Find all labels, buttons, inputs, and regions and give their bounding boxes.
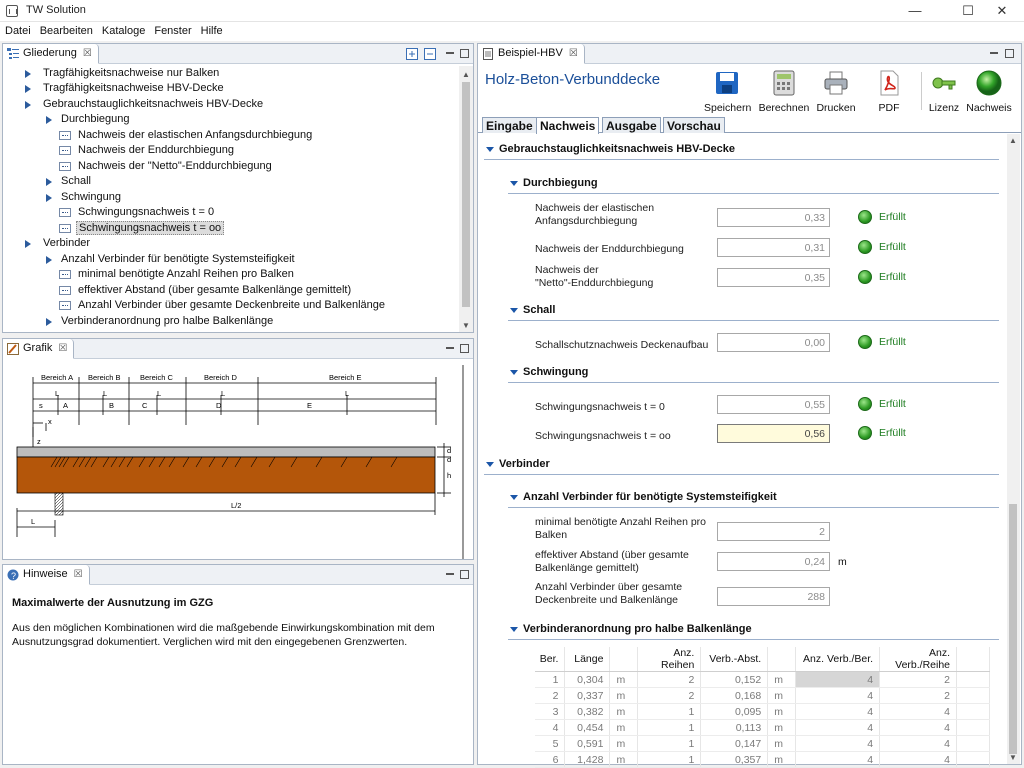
label-sc: C [142, 401, 148, 410]
unit-m: m [838, 556, 847, 568]
status-text: Erfüllt [879, 271, 906, 283]
editor-scrollbar[interactable]: ▲ ▼ [1007, 134, 1020, 764]
label-s: s [39, 401, 43, 410]
table-row[interactable]: 4 0,454 m 1 0,113 m 4 4 [535, 720, 990, 736]
minimize-button[interactable]: — [908, 3, 922, 18]
label-anzahl-verbinder: Anzahl Verbinder über gesamte Deckenbreite und Balkenlänge [535, 581, 683, 606]
label-le: L [345, 389, 350, 398]
section-schwingung[interactable]: Schwingung [523, 366, 589, 378]
close-tab-icon[interactable]: ☒ [73, 569, 83, 580]
minimize-view-icon[interactable] [444, 568, 456, 580]
tree-item[interactable]: Nachweis der "Netto"-Enddurchbiegung [59, 159, 272, 174]
column-header[interactable] [610, 647, 638, 672]
document-icon [482, 48, 494, 60]
pdf-export-button[interactable]: PDF [862, 70, 916, 126]
column-header[interactable]: Anz. Verb./Reihe [880, 647, 957, 672]
printer-icon [823, 70, 849, 96]
verbinderanordnung-table [535, 647, 990, 768]
section-verbinderanordnung[interactable]: Verbinderanordnung pro halbe Balkenlänge [523, 623, 752, 635]
value-schwingung-too[interactable]: 0,56 [717, 424, 830, 443]
tab-graphic[interactable] [3, 339, 74, 359]
minimize-view-icon[interactable] [444, 342, 456, 354]
save-icon [714, 70, 740, 96]
value-eff-abstand[interactable]: 0,24 [717, 552, 830, 571]
section-verbinder[interactable]: Verbinder [499, 458, 550, 470]
save-button[interactable]: Speichern [704, 70, 750, 114]
tree-item[interactable]: Verbinderanordnung pro halbe Balkenlänge [43, 314, 273, 329]
status-ok-icon [858, 270, 872, 284]
label-bereich-b: Bereich B [88, 373, 121, 382]
license-button[interactable]: Lizenz [927, 70, 961, 114]
tree-item[interactable]: Anzahl Verbinder für benötigte Systemsteifigkeit [43, 252, 295, 267]
maximize-view-icon[interactable] [460, 344, 469, 353]
calculate-button[interactable]: Berechnen [757, 70, 811, 114]
section-divider [508, 320, 999, 321]
section-divider [508, 382, 999, 383]
verification-button[interactable]: Nachweis [965, 70, 1013, 114]
editor-title: Holz-Beton-Verbunddecke [485, 71, 661, 88]
menu-kataloge[interactable]: Kataloge [101, 25, 146, 37]
menu-bearbeiten[interactable]: Bearbeiten [39, 25, 93, 37]
label-netto-enddurchbiegung: Nachweis der "Netto"-Enddurchbiegung [535, 264, 654, 289]
section-anzahl-verbinder[interactable]: Anzahl Verbinder für benötigte Systemsteifigkeit [523, 491, 777, 503]
minimize-view-icon[interactable] [444, 47, 456, 59]
section-divider [484, 474, 999, 475]
label-anfangsdurchbiegung: Nachweis der elastischen Anfangsdurchbiegung [535, 202, 655, 227]
graphic-tab-label: Grafik [23, 342, 53, 354]
label-l-half: L/2 [231, 501, 242, 510]
value-enddurchbiegung[interactable]: 0,31 [717, 238, 830, 257]
maximize-view-icon[interactable] [460, 49, 469, 58]
value-anzahl-verbinder[interactable]: 288 [717, 587, 830, 606]
tab-ausgabe[interactable]: Ausgabe [602, 117, 661, 133]
label-ds: d [447, 455, 452, 464]
tree-item[interactable]: minimal benötigte Anzahl Reihen pro Balken [59, 267, 294, 282]
table-row[interactable]: 1 0,304 m 2 0,152 m 4 2 [535, 672, 990, 688]
label-sa: A [63, 401, 69, 410]
status-ok-icon [858, 210, 872, 224]
close-tab-icon[interactable]: ☒ [82, 48, 92, 59]
window-title: TW Solution [26, 4, 86, 16]
table-row[interactable]: 2 0,337 m 2 0,168 m 4 2 [535, 688, 990, 704]
tree-item[interactable]: Schwingung [43, 190, 121, 205]
outline-icon [7, 48, 19, 60]
status-text: Erfüllt [879, 398, 906, 410]
close-tab-icon[interactable]: ☒ [568, 48, 578, 59]
svg-text:?: ? [11, 571, 17, 581]
outline-tree [7, 66, 457, 332]
section-schall[interactable]: Schall [523, 304, 556, 316]
tree-item[interactable]: Gebrauchstauglichkeitsnachweis HBV-Decke [25, 97, 263, 112]
tab-outline[interactable] [3, 44, 99, 64]
section-divider [508, 507, 999, 508]
close-tab-icon[interactable]: ☒ [58, 343, 68, 354]
print-button[interactable]: Drucken [815, 70, 857, 114]
value-anfangsdurchbiegung[interactable]: 0,33 [717, 208, 830, 227]
column-header[interactable]: Anz. Verb./Ber. [796, 647, 880, 672]
title-bar [0, 0, 1024, 22]
key-icon [931, 70, 957, 96]
status-text: Erfüllt [879, 336, 906, 348]
menu-datei[interactable]: Datei [5, 25, 31, 37]
scrollbar-thumb[interactable] [462, 82, 470, 307]
label-lc: L [157, 389, 162, 398]
label-sd: D [216, 401, 222, 410]
hints-panel [2, 564, 474, 765]
outline-tab-label: Gliederung [23, 47, 77, 59]
column-header[interactable]: Ber. [535, 647, 565, 672]
tab-vorschau[interactable]: Vorschau [663, 117, 725, 133]
outline-panel [2, 43, 474, 333]
label-lb: L [103, 389, 108, 398]
table-header [535, 647, 990, 672]
app-icon [6, 5, 18, 17]
table-row[interactable]: 5 0,591 m 1 0,147 m 4 4 [535, 736, 990, 752]
toolbar-separator [921, 72, 922, 110]
hints-text: Aus den möglichen Kombinationen wird die maßgebende Einwirkungskombination mit dem Ausnutzungsgrad dokumentiert. Verglichen wird mit den eingegebenen Grenzwerten. [12, 622, 435, 648]
tab-beispiel-hbv[interactable] [478, 44, 585, 64]
expand-all-icon[interactable] [406, 48, 418, 60]
label-lauf: L [31, 517, 36, 526]
graphic-icon [7, 343, 19, 355]
label-schallschutz: Schallschutznachweis Deckenaufbau [535, 339, 709, 351]
hints-tab-label: Hinweise [23, 568, 68, 580]
tree-item[interactable]: Nachweis der elastischen Anfangsdurchbiegung [59, 128, 312, 143]
scrollbar-thumb[interactable] [1009, 504, 1017, 754]
tree-item[interactable]: Durchbiegung [43, 112, 130, 127]
tree-item[interactable]: Anzahl Verbinder über gesamte Deckenbreite und Balkenlänge [59, 298, 385, 313]
tree-item[interactable]: Tragfähigkeitsnachweise HBV-Decke [25, 81, 224, 96]
label-ld: L [221, 389, 226, 398]
menu-bar [0, 22, 1024, 41]
value-min-reihen[interactable]: 2 [717, 522, 830, 541]
column-header[interactable]: Anz. Reihen [638, 647, 701, 672]
status-text: Erfüllt [879, 241, 906, 253]
maximize-view-icon[interactable] [460, 570, 469, 579]
status-ok-icon [858, 426, 872, 440]
hints-title: Maximalwerte der Ausnutzung im GZG [12, 597, 214, 609]
calculator-icon [771, 70, 797, 96]
status-text: Erfüllt [879, 427, 906, 439]
maximize-button[interactable]: ☐ [962, 3, 974, 18]
column-header[interactable]: Länge [565, 647, 610, 672]
pdf-icon [876, 70, 902, 96]
editor-tabs [478, 116, 1021, 133]
column-header[interactable] [768, 647, 796, 672]
beam-diagram [11, 365, 469, 559]
table-row[interactable]: 3 0,382 m 1 0,095 m 4 4 [535, 704, 990, 720]
menu-hilfe[interactable]: Hilfe [200, 25, 223, 37]
label-schwingung-t0: Schwingungsnachweis t = 0 [535, 401, 665, 413]
label-bereich-e: Bereich E [329, 373, 362, 382]
label-sb: B [109, 401, 115, 410]
status-ok-icon [858, 240, 872, 254]
section-gzg[interactable]: Gebrauchstauglichkeitsnachweis HBV-Decke [499, 143, 735, 155]
label-h: h [447, 471, 452, 480]
column-header[interactable] [957, 647, 990, 672]
status-ok-icon [976, 70, 1002, 96]
section-divider [508, 639, 999, 640]
label-dbe: d [447, 446, 452, 455]
value-schallschutz[interactable]: 0,00 [717, 333, 830, 352]
table-row[interactable]: 6 1,428 m 1 0,357 m 4 4 [535, 752, 990, 768]
label-bereich-a: Bereich A [41, 373, 74, 382]
tree-item[interactable]: Schwingungsnachweis t = 0 [59, 205, 214, 220]
label-min-reihen: minimal benötigte Anzahl Reihen pro Balken [535, 516, 707, 541]
menu-fenster[interactable]: Fenster [154, 25, 192, 37]
status-text: Erfüllt [879, 211, 906, 223]
label-bereich-d: Bereich D [204, 373, 237, 382]
graphic-panel [2, 338, 474, 560]
section-durchbiegung[interactable]: Durchbiegung [523, 177, 598, 189]
tab-eingabe[interactable]: Eingabe [482, 117, 537, 133]
tree-item[interactable]: Tragfähigkeitsnachweise nur Balken [25, 66, 219, 81]
label-bereich-c: Bereich C [140, 373, 173, 382]
tree-item[interactable]: Verbinder [25, 236, 90, 251]
tree-item[interactable]: Nachweis der Enddurchbiegung [59, 143, 234, 158]
label-enddurchbiegung: Nachweis der Enddurchbiegung [535, 243, 684, 255]
minimize-view-icon[interactable] [988, 47, 1000, 59]
tree-item[interactable]: effektiver Abstand (über gesamte Balkenlänge gemittelt) [59, 283, 351, 298]
label-schwingung-too: Schwingungsnachweis t = oo [535, 430, 671, 442]
collapse-all-icon[interactable] [424, 48, 436, 60]
label-eff-abstand: effektiver Abstand (über gesamte Balkenlänge gemittelt) [535, 549, 689, 574]
label-la: L [55, 389, 60, 398]
section-divider [508, 193, 999, 194]
label-se: E [307, 401, 313, 410]
value-schwingung-t0[interactable]: 0,55 [717, 395, 830, 414]
close-button[interactable]: ✕ [996, 3, 1008, 18]
editor-tab-label: Beispiel-HBV [498, 47, 563, 59]
status-ok-icon [858, 397, 872, 411]
info-icon [7, 569, 19, 581]
outline-scrollbar[interactable]: ▲ ▼ [459, 66, 473, 332]
label-x: x [48, 417, 52, 426]
section-divider [484, 159, 999, 160]
maximize-view-icon[interactable] [1005, 49, 1014, 58]
tree-item[interactable]: Schall [43, 174, 91, 189]
value-netto-enddurchbiegung[interactable]: 0,35 [717, 268, 830, 287]
tab-hints[interactable] [3, 565, 90, 585]
column-header[interactable]: Verb.-Abst. [701, 647, 768, 672]
status-ok-icon [858, 335, 872, 349]
tree-item-selected[interactable]: Schwingungsnachweis t = oo [59, 221, 224, 236]
tab-nachweis[interactable]: Nachweis [536, 117, 599, 134]
label-z: z [37, 437, 41, 446]
